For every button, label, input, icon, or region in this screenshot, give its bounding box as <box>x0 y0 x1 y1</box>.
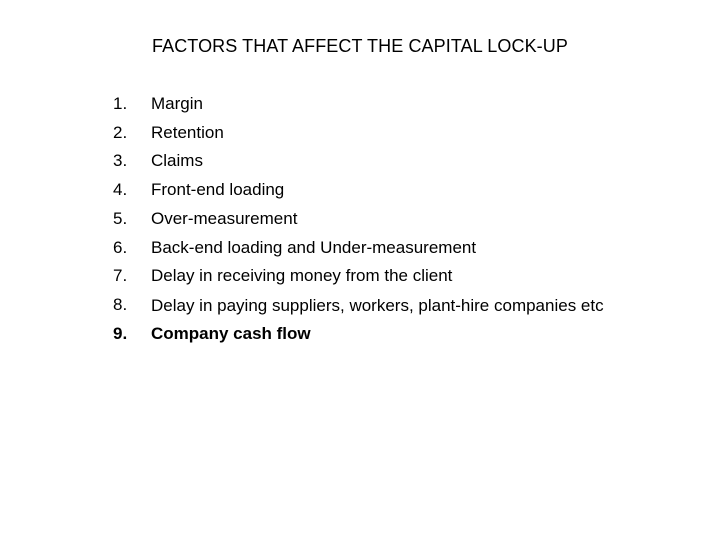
list-item <box>113 205 633 234</box>
list-item-text: Delay in receiving money from the client <box>151 266 453 286</box>
list-item-number: 5. <box>113 208 128 228</box>
list-item-text: Over-measurement <box>151 208 298 228</box>
list-item-text: Retention <box>151 122 224 142</box>
list-item-number: 6. <box>113 237 128 257</box>
list-item-text: Back-end loading and Under-measurement <box>151 237 477 257</box>
list-item <box>113 176 633 205</box>
list-item <box>113 234 633 263</box>
list-item-number: 9. <box>113 323 128 343</box>
list-item <box>113 147 633 176</box>
list-item-number: 7. <box>113 266 128 286</box>
list-item-number: 4. <box>113 180 128 200</box>
list-item <box>113 90 633 119</box>
list-item-text: Margin <box>151 94 203 113</box>
list-item-text: Claims <box>151 151 203 171</box>
list-item <box>113 291 633 320</box>
list-item-text: Front-end loading <box>151 180 285 200</box>
list-item-number: 1. <box>113 94 128 113</box>
list-item <box>113 320 633 348</box>
list-item-number: 2. <box>113 122 128 142</box>
list-item <box>113 262 633 291</box>
list-item-text: Delay in paying suppliers, workers, plant-hire companies etc <box>151 295 604 315</box>
list-item <box>113 119 633 148</box>
list-item-text: Company cash flow <box>151 323 311 343</box>
factor-list <box>113 90 633 348</box>
list-item-number: 3. <box>113 151 128 171</box>
list-item-number: 8. <box>113 294 128 314</box>
slide-title: FACTORS THAT AFFECT THE CAPITAL LOCK-UP <box>152 36 568 56</box>
